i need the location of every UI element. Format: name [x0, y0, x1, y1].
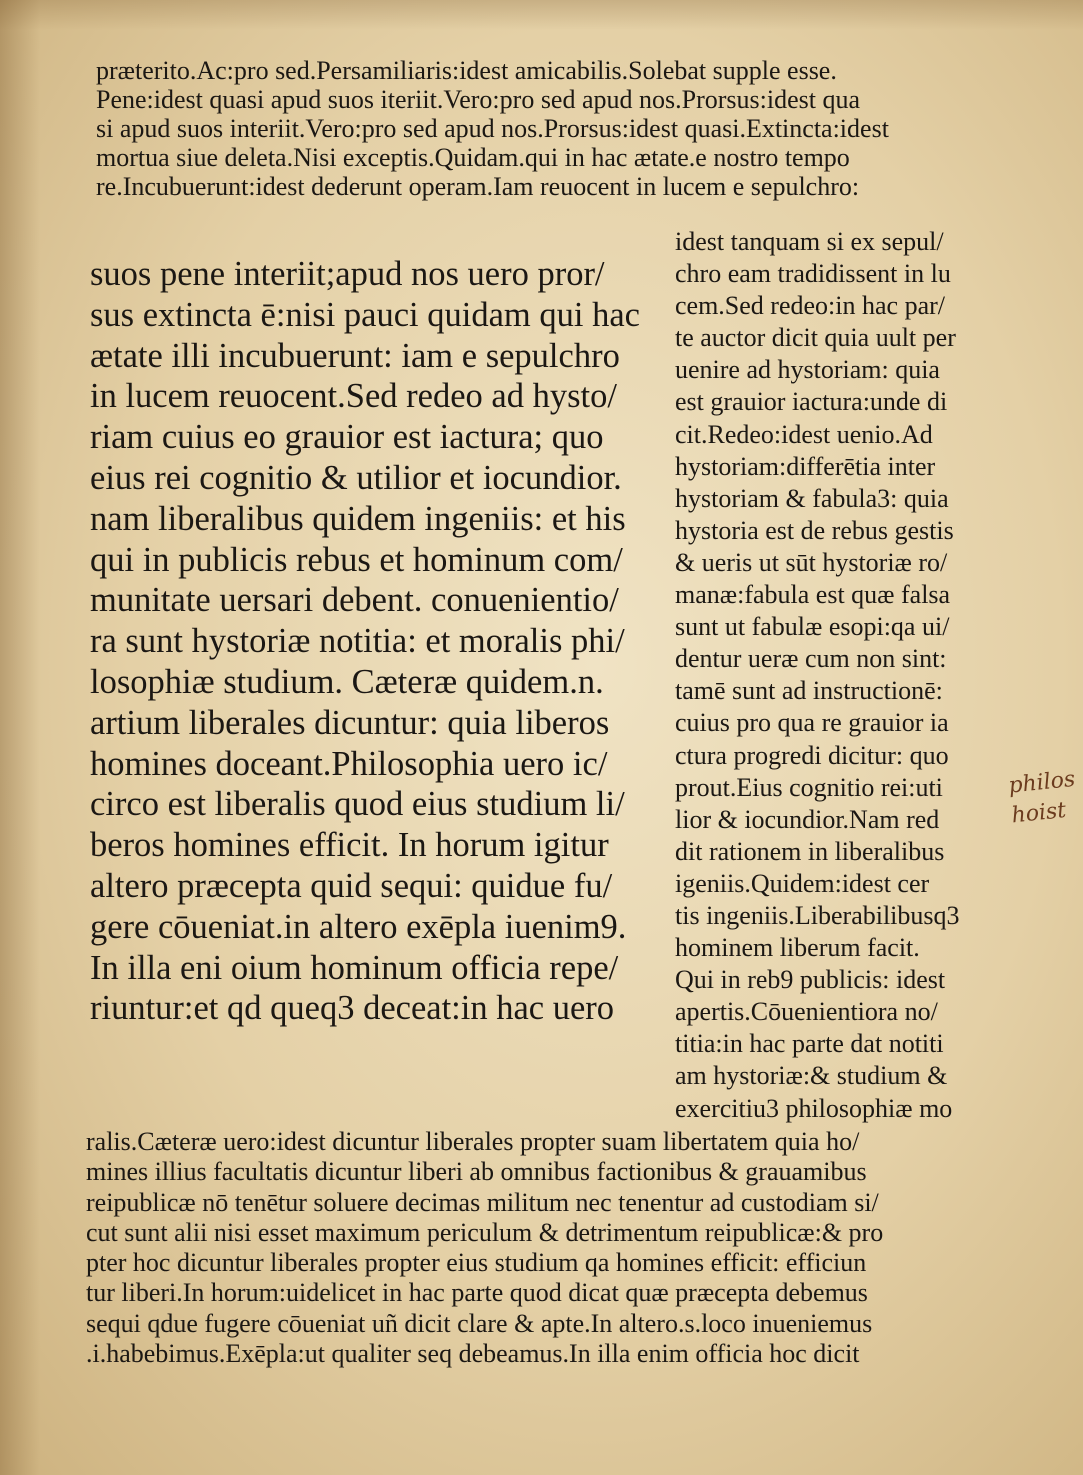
commentary-line: exercitiu3 philosophiæ mo	[675, 1093, 953, 1123]
commentary-line: tis ingeniis.Liberabilibusq3	[675, 900, 960, 930]
main-text-line: losophiæ studium. Cæteræ quidem.n.	[90, 662, 604, 701]
commentary-line: hystoria est de rebus gestis	[675, 515, 954, 545]
commentary-line: sunt ut fabulæ esopi:qa ui/	[675, 612, 950, 642]
commentary-line: si apud suos interiit.Vero:pro sed apud nos.Prorsus:idest quasi.Extincta:idest	[96, 114, 889, 143]
commentary-line: ralis.Cæteræ uero:idest dicuntur liberales propter suam libertatem quia ho/	[86, 1127, 860, 1156]
commentary-line: apertis.Cōuenientiora no/	[675, 997, 938, 1027]
main-text-line: suos pene interiit;apud nos uero pror/	[90, 255, 605, 293]
main-text-line: sus extincta ē:nisi pauci quidam qui hac	[90, 295, 640, 334]
main-text-line: nam liberalibus quidem ingeniis: et his	[90, 499, 626, 538]
main-text-line: ra sunt hystoriæ notitia: et moralis phi/	[90, 622, 625, 661]
main-text-line: eius rei cognitio & utilior et iocundior.	[90, 458, 622, 497]
main-text-line: altero præcepta quid sequi: quidue fu/	[90, 866, 613, 905]
main-text-column	[90, 254, 658, 1029]
commentary-line: ctura progredi dicitur: quo	[675, 740, 949, 770]
commentary-line: am hystoriæ:& studium &	[675, 1061, 948, 1091]
commentary-line: .i.habebimus.Exēpla:ut qualiter seq debeamus.In illa enim officia hoc dicit	[86, 1339, 860, 1369]
main-text-line: beros homines efficit. In horum igitur	[90, 826, 609, 865]
commentary-line: Qui in reb9 publicis: idest	[675, 965, 946, 995]
commentary-bottom	[86, 1127, 1001, 1369]
main-text-line: ætate illi incubuerunt: iam e sepulchro	[90, 336, 620, 375]
page-edge-shadow	[0, 0, 40, 1475]
commentary-line: igeniis.Quidem:idest cer	[675, 868, 930, 898]
commentary-line: dit rationem in liberalibus	[675, 836, 945, 866]
commentary-line: re.Incubuerunt:idest dederunt operam.Iam reuocent in lucem e sepulchro:	[96, 172, 860, 201]
commentary-line: cit.Redeo:idest uenio.Ad	[675, 419, 933, 449]
main-text-line: circo est liberalis quod eius studium li/	[90, 785, 625, 824]
commentary-line: est grauior iactura:unde di	[675, 387, 948, 417]
commentary-line: hystoriam:differētia inter	[675, 451, 936, 481]
commentary-line: cem.Sed redeo:in hac par/	[675, 291, 945, 321]
commentary-line: uenire ad hystoriam: quia	[675, 355, 940, 385]
main-text-line: homines doceant.Philosophia uero ic/	[90, 744, 608, 783]
commentary-line: præterito.Ac:pro sed.Persamiliaris:idest amicabilis.Solebat supple esse.	[96, 56, 837, 85]
main-text-line: in lucem reuocent.Sed redeo ad hysto/	[90, 377, 617, 416]
main-text-line: In illa eni oium hominum officia repe/	[90, 948, 619, 987]
commentary-line: lior & iocundior.Nam red	[675, 804, 940, 834]
commentary-line: reipublicæ nō tenētur soluere decimas militum nec tenentur ad custodiam si/	[86, 1187, 879, 1217]
commentary-line: sequi qdue fugere cōueniat uñ dicit clare & apte.In altero.s.loco inueniemus	[86, 1308, 873, 1338]
commentary-line: te auctor dicit quia uult per	[675, 323, 956, 353]
commentary-line: mortua siue deleta.Nisi exceptis.Quidam.qui in hac ætate.e nostro tempo	[96, 143, 850, 172]
handwritten-marginal-note	[1007, 765, 1083, 832]
main-text-line: artium liberales dicuntur: quia liberos	[90, 703, 610, 742]
main-text-line: gere cōueniat.in altero exēpla iuenim9.	[90, 907, 627, 946]
commentary-line: idest tanquam si ex sepul/	[675, 227, 944, 256]
commentary-line: titia:in hac parte dat notiti	[675, 1029, 944, 1059]
commentary-line: tamē sunt ad instructionē:	[675, 676, 943, 706]
commentary-line: & ueris ut sūt hystoriæ ro/	[675, 547, 948, 577]
commentary-line: hystoriam & fabula3: quia	[675, 483, 949, 513]
main-text-line: qui in publicis rebus et hominum com/	[90, 540, 623, 579]
commentary-line: chro eam tradidissent in lu	[675, 259, 951, 289]
commentary-line: pter hoc dicuntur liberales propter eius studium qa homines efficit: efficiun	[86, 1248, 867, 1278]
commentary-top	[96, 56, 1001, 201]
commentary-line: Pene:idest quasi apud suos iteriit.Vero:pro sed apud nos.Prorsus:idest qua	[96, 85, 861, 114]
main-text-line: munitate uersari debent. conuenientio/	[90, 581, 619, 620]
commentary-line: cut sunt alii nisi esset maximum periculum & detrimentum reipublicæ:& pro	[86, 1217, 884, 1247]
marginal-note-line: hoist	[1010, 797, 1068, 829]
marginal-note-line: philos	[1007, 766, 1077, 799]
commentary-line: hominem liberum facit.	[675, 933, 920, 963]
main-text-line: riuntur:et qd queq3 deceat:in hac uero	[90, 989, 615, 1028]
page-top-shadow	[0, 0, 1083, 30]
commentary-right-column	[675, 226, 1005, 1125]
commentary-line: manæ:fabula est quæ falsa	[675, 580, 951, 610]
commentary-line: cuius pro qua re grauior ia	[675, 708, 949, 738]
commentary-line: tur liberi.In horum:uidelicet in hac parte quod dicat quæ præcepta debemus	[86, 1278, 868, 1308]
commentary-line: mines illius facultatis dicuntur liberi ab omnibus factionibus & grauamibus	[86, 1157, 867, 1187]
commentary-line: prout.Eius cognitio rei:uti	[675, 772, 943, 802]
commentary-line: dentur ueræ cum non sint:	[675, 644, 947, 674]
main-text-line: riam cuius eo grauior est iactura; quo	[90, 418, 604, 457]
